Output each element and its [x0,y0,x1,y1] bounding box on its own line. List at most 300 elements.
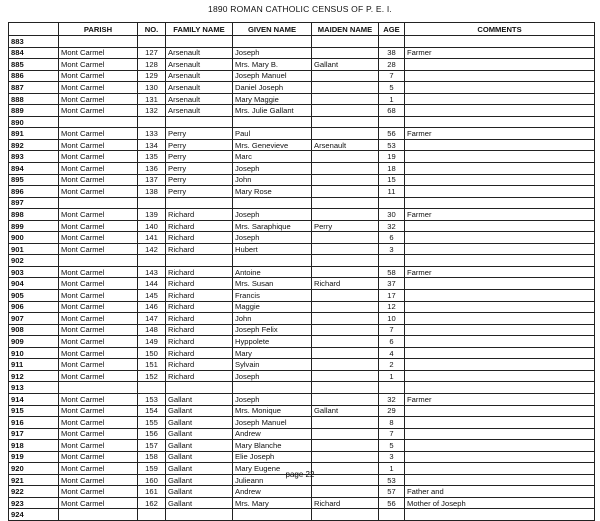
no-cell [138,509,166,521]
comments-cell [405,174,595,186]
row-number: 896 [9,186,59,198]
comments-cell [405,370,595,382]
table-row [9,186,595,198]
age-cell: 32 [379,393,405,405]
no-cell: 132 [138,105,166,117]
maiden-name-cell [312,197,379,209]
table-row [9,324,595,336]
family-name-cell: Richard [166,278,233,290]
no-cell: 152 [138,370,166,382]
row-number: 892 [9,139,59,151]
family-name-cell: Arsenault [166,82,233,94]
parish-cell: Mont Carmel [59,336,138,348]
parish-cell: Mont Carmel [59,405,138,417]
given-name-cell [233,36,312,48]
row-number: 924 [9,509,59,521]
parish-cell: Mont Carmel [59,440,138,452]
given-name-cell: Andrew [233,486,312,498]
family-name-cell: Perry [166,186,233,198]
family-name-cell: Richard [166,232,233,244]
row-number: 901 [9,243,59,255]
comments-cell [405,382,595,394]
parish-cell: Mont Carmel [59,151,138,163]
no-cell: 156 [138,428,166,440]
row-number: 900 [9,232,59,244]
family-name-cell [166,197,233,209]
maiden-name-cell [312,128,379,140]
given-name-cell [233,197,312,209]
family-name-cell: Richard [166,290,233,302]
maiden-name-cell: Richard [312,497,379,509]
given-name-cell: John [233,174,312,186]
maiden-name-cell [312,116,379,128]
maiden-name-cell: Richard [312,278,379,290]
table-row [9,509,595,521]
age-cell: 4 [379,347,405,359]
row-number: 922 [9,486,59,498]
table-row [9,428,595,440]
row-number: 906 [9,301,59,313]
comments-cell [405,151,595,163]
maiden-name-cell [312,451,379,463]
maiden-name-cell [312,382,379,394]
row-number: 918 [9,440,59,452]
no-cell: 162 [138,497,166,509]
row-number: 913 [9,382,59,394]
comments-cell [405,116,595,128]
no-cell: 137 [138,174,166,186]
no-cell: 144 [138,278,166,290]
parish-cell: Mont Carmel [59,393,138,405]
col-header-parish: PARISH [59,23,138,36]
row-number: 903 [9,266,59,278]
no-cell: 148 [138,324,166,336]
given-name-cell: Julieann [233,474,312,486]
given-name-cell: Joseph [233,370,312,382]
parish-cell: Mont Carmel [59,105,138,117]
comments-cell [405,82,595,94]
census-body [9,36,595,521]
row-number: 911 [9,359,59,371]
age-cell: 56 [379,497,405,509]
family-name-cell: Arsenault [166,93,233,105]
parish-cell: Mont Carmel [59,139,138,151]
table-row [9,347,595,359]
no-cell: 158 [138,451,166,463]
table-row [9,197,595,209]
table-row [9,370,595,382]
age-cell [379,116,405,128]
no-cell: 142 [138,243,166,255]
row-number: 889 [9,105,59,117]
no-cell: 146 [138,301,166,313]
parish-cell: Mont Carmel [59,163,138,175]
table-row [9,243,595,255]
parish-cell: Mont Carmel [59,474,138,486]
parish-cell: Mont Carmel [59,232,138,244]
parish-cell: Mont Carmel [59,59,138,71]
no-cell: 153 [138,393,166,405]
parish-cell: Mont Carmel [59,313,138,325]
comments-cell: Farmer [405,393,595,405]
age-cell: 38 [379,47,405,59]
table-row [9,278,595,290]
comments-cell: Farmer [405,266,595,278]
given-name-cell: Mrs. Mary [233,497,312,509]
no-cell [138,382,166,394]
table-row [9,486,595,498]
parish-cell [59,509,138,521]
given-name-cell: Mrs. Monique [233,405,312,417]
given-name-cell [233,509,312,521]
family-name-cell [166,382,233,394]
no-cell: 161 [138,486,166,498]
table-row [9,93,595,105]
table-row [9,174,595,186]
parish-cell: Mont Carmel [59,70,138,82]
table-row [9,405,595,417]
page-footer: page 22 [285,470,315,479]
parish-cell: Mont Carmel [59,370,138,382]
no-cell [138,36,166,48]
age-cell: 7 [379,70,405,82]
maiden-name-cell [312,324,379,336]
age-cell [379,36,405,48]
age-cell: 1 [379,463,405,475]
comments-cell [405,70,595,82]
no-cell: 130 [138,82,166,94]
no-cell: 154 [138,405,166,417]
given-name-cell: Andrew [233,428,312,440]
family-name-cell: Gallant [166,486,233,498]
table-row [9,139,595,151]
header-row [9,23,595,36]
table-row [9,451,595,463]
table-row [9,209,595,221]
no-cell: 140 [138,220,166,232]
parish-cell: Mont Carmel [59,486,138,498]
age-cell [379,197,405,209]
row-number: 920 [9,463,59,475]
maiden-name-cell [312,266,379,278]
no-cell: 135 [138,151,166,163]
comments-cell [405,301,595,313]
row-number: 890 [9,116,59,128]
parish-cell: Mont Carmel [59,93,138,105]
parish-cell: Mont Carmel [59,82,138,94]
col-header-given-name: GIVEN NAME [233,23,312,36]
parish-cell: Mont Carmel [59,417,138,429]
family-name-cell: Gallant [166,497,233,509]
parish-cell: Mont Carmel [59,463,138,475]
family-name-cell [166,255,233,267]
family-name-cell: Richard [166,347,233,359]
comments-cell [405,163,595,175]
maiden-name-cell [312,336,379,348]
row-number: 893 [9,151,59,163]
given-name-cell: Antoine [233,266,312,278]
comments-cell [405,105,595,117]
no-cell: 127 [138,47,166,59]
age-cell: 6 [379,232,405,244]
family-name-cell: Perry [166,163,233,175]
age-cell: 30 [379,209,405,221]
given-name-cell: Hyppolete [233,336,312,348]
family-name-cell: Arsenault [166,47,233,59]
row-number: 914 [9,393,59,405]
family-name-cell: Arsenault [166,70,233,82]
row-number: 891 [9,128,59,140]
row-number: 909 [9,336,59,348]
maiden-name-cell [312,255,379,267]
table-row [9,290,595,302]
age-cell: 5 [379,440,405,452]
comments-cell [405,278,595,290]
no-cell: 143 [138,266,166,278]
no-cell [138,255,166,267]
family-name-cell: Gallant [166,405,233,417]
given-name-cell [233,382,312,394]
no-cell: 159 [138,463,166,475]
table-row [9,70,595,82]
age-cell: 12 [379,301,405,313]
family-name-cell: Perry [166,139,233,151]
maiden-name-cell [312,70,379,82]
row-number: 923 [9,497,59,509]
comments-cell: Father and [405,486,595,498]
maiden-name-cell: Gallant [312,405,379,417]
parish-cell: Mont Carmel [59,451,138,463]
age-cell: 28 [379,59,405,71]
maiden-name-cell [312,428,379,440]
table-row [9,163,595,175]
parish-cell: Mont Carmel [59,290,138,302]
row-number: 884 [9,47,59,59]
comments-cell [405,336,595,348]
parish-cell: Mont Carmel [59,497,138,509]
family-name-cell [166,116,233,128]
family-name-cell [166,36,233,48]
no-cell: 133 [138,128,166,140]
given-name-cell: Mrs. Mary B. [233,59,312,71]
row-number: 904 [9,278,59,290]
comments-cell [405,36,595,48]
no-cell: 145 [138,290,166,302]
row-number: 899 [9,220,59,232]
table-row [9,116,595,128]
parish-cell [59,255,138,267]
age-cell: 2 [379,359,405,371]
table-row [9,336,595,348]
age-cell: 7 [379,324,405,336]
table-row [9,255,595,267]
maiden-name-cell [312,509,379,521]
parish-cell: Mont Carmel [59,209,138,221]
age-cell: 8 [379,417,405,429]
parish-cell: Mont Carmel [59,220,138,232]
maiden-name-cell [312,440,379,452]
col-header-row-number [9,23,59,36]
maiden-name-cell [312,313,379,325]
row-number: 915 [9,405,59,417]
age-cell: 18 [379,163,405,175]
age-cell: 58 [379,266,405,278]
table-row [9,36,595,48]
comments-cell [405,405,595,417]
family-name-cell: Richard [166,220,233,232]
maiden-name-cell [312,186,379,198]
maiden-name-cell [312,243,379,255]
row-number: 916 [9,417,59,429]
table-row [9,105,595,117]
no-cell: 160 [138,474,166,486]
census-table [8,22,595,521]
given-name-cell: Joseph [233,209,312,221]
given-name-cell: Mrs. Saraphique [233,220,312,232]
maiden-name-cell [312,82,379,94]
row-number: 917 [9,428,59,440]
comments-cell: Farmer [405,47,595,59]
given-name-cell: Joseph Manuel [233,70,312,82]
row-number: 888 [9,93,59,105]
comments-cell [405,243,595,255]
given-name-cell: Joseph Manuel [233,417,312,429]
family-name-cell: Gallant [166,440,233,452]
age-cell: 15 [379,174,405,186]
family-name-cell: Richard [166,209,233,221]
comments-cell [405,139,595,151]
family-name-cell: Gallant [166,417,233,429]
no-cell: 157 [138,440,166,452]
comments-cell [405,440,595,452]
no-cell: 141 [138,232,166,244]
row-number: 912 [9,370,59,382]
comments-cell: Farmer [405,209,595,221]
given-name-cell: Mrs. Genevieve [233,139,312,151]
comments-cell [405,509,595,521]
age-cell: 7 [379,428,405,440]
maiden-name-cell [312,347,379,359]
table-row [9,382,595,394]
parish-cell: Mont Carmel [59,174,138,186]
maiden-name-cell [312,105,379,117]
maiden-name-cell: Gallant [312,59,379,71]
given-name-cell [233,116,312,128]
maiden-name-cell: Arsenault [312,139,379,151]
row-number: 897 [9,197,59,209]
maiden-name-cell: Perry [312,220,379,232]
row-number: 902 [9,255,59,267]
comments-cell [405,186,595,198]
table-row [9,497,595,509]
given-name-cell: Mary [233,347,312,359]
no-cell: 139 [138,209,166,221]
no-cell: 155 [138,417,166,429]
age-cell: 29 [379,405,405,417]
given-name-cell: Mrs. Julie Gallant [233,105,312,117]
comments-cell [405,93,595,105]
row-number: 894 [9,163,59,175]
comments-cell [405,359,595,371]
age-cell: 11 [379,186,405,198]
given-name-cell: Mrs. Susan [233,278,312,290]
row-number: 885 [9,59,59,71]
given-name-cell: Joseph Felix [233,324,312,336]
table-row [9,128,595,140]
row-number: 883 [9,36,59,48]
table-row [9,313,595,325]
age-cell: 5 [379,82,405,94]
row-number: 919 [9,451,59,463]
age-cell [379,509,405,521]
age-cell: 53 [379,139,405,151]
no-cell: 147 [138,313,166,325]
age-cell: 32 [379,220,405,232]
page-title: 1890 ROMAN CATHOLIC CENSUS OF P. E. I. [208,4,392,14]
family-name-cell: Richard [166,301,233,313]
maiden-name-cell [312,417,379,429]
age-cell: 3 [379,451,405,463]
given-name-cell: Maggie [233,301,312,313]
table-row [9,82,595,94]
table-row [9,393,595,405]
family-name-cell: Richard [166,266,233,278]
age-cell: 1 [379,93,405,105]
maiden-name-cell [312,209,379,221]
given-name-cell: Marc [233,151,312,163]
parish-cell: Mont Carmel [59,278,138,290]
maiden-name-cell [312,486,379,498]
parish-cell: Mont Carmel [59,186,138,198]
family-name-cell: Arsenault [166,105,233,117]
row-number: 921 [9,474,59,486]
family-name-cell [166,509,233,521]
no-cell [138,116,166,128]
no-cell [138,197,166,209]
age-cell: 1 [379,370,405,382]
parish-cell: Mont Carmel [59,128,138,140]
family-name-cell: Perry [166,128,233,140]
given-name-cell: Mary Rose [233,186,312,198]
age-cell: 56 [379,128,405,140]
row-number: 886 [9,70,59,82]
given-name-cell [233,255,312,267]
family-name-cell: Gallant [166,451,233,463]
no-cell: 150 [138,347,166,359]
no-cell: 138 [138,186,166,198]
age-cell [379,382,405,394]
age-cell: 10 [379,313,405,325]
maiden-name-cell [312,290,379,302]
family-name-cell: Gallant [166,474,233,486]
age-cell: 68 [379,105,405,117]
comments-cell [405,347,595,359]
comments-cell [405,220,595,232]
age-cell: 37 [379,278,405,290]
row-number: 895 [9,174,59,186]
age-cell: 6 [379,336,405,348]
given-name-cell: Joseph [233,163,312,175]
given-name-cell: Hubert [233,243,312,255]
age-cell: 17 [379,290,405,302]
age-cell [379,255,405,267]
parish-cell: Mont Carmel [59,301,138,313]
comments-cell [405,59,595,71]
row-number: 908 [9,324,59,336]
parish-cell: Mont Carmel [59,47,138,59]
maiden-name-cell [312,370,379,382]
maiden-name-cell [312,163,379,175]
